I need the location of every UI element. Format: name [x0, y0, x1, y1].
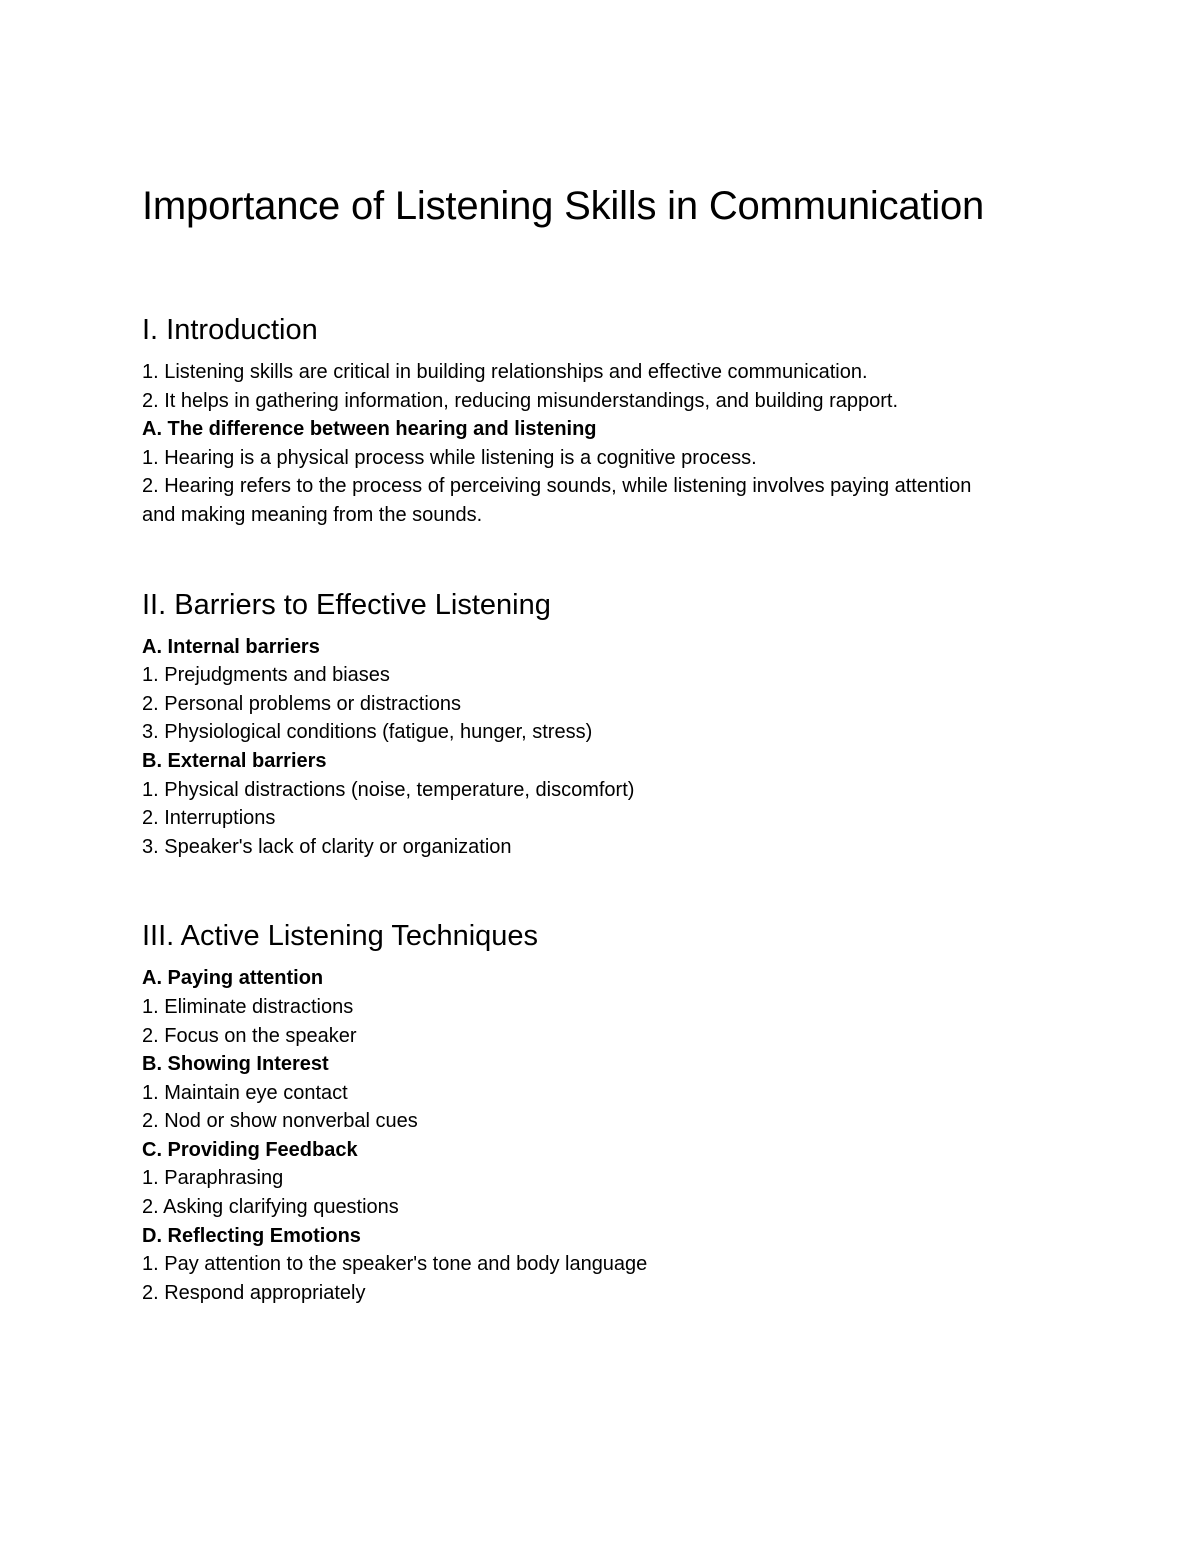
section: [142, 312, 1062, 530]
list-item: 1. Physical distractions (noise, temperature, discomfort): [142, 778, 635, 801]
section: [142, 587, 1062, 862]
list-item: 1. Maintain eye contact: [142, 1081, 348, 1104]
list-item: 1. Pay attention to the speaker's tone and body language: [142, 1253, 648, 1276]
list-item: 1. Hearing is a physical process while listening is a cognitive process.: [142, 446, 757, 469]
subsection-heading: B. Showing Interest: [142, 1053, 329, 1076]
list-item: and making meaning from the sounds.: [142, 503, 483, 526]
section: [142, 918, 1062, 1307]
document-sections: [142, 312, 1062, 1307]
document-title: Importance of Listening Skills in Communication: [142, 184, 985, 228]
list-item: 1. Listening skills are critical in building relationships and effective communication.: [142, 361, 868, 383]
list-item: 2. It helps in gathering information, reducing misunderstandings, and building rapport.: [142, 389, 899, 412]
list-item: 2. Personal problems or distractions: [142, 692, 462, 715]
subsection-heading: D. Reflecting Emotions: [142, 1224, 361, 1247]
subsection-heading: A. Paying attention: [142, 967, 324, 990]
subsection-heading: A. Internal barriers: [142, 635, 320, 658]
list-item: 2. Hearing refers to the process of perceiving sounds, while listening involves paying attention: [142, 475, 972, 498]
list-item: 2. Respond appropriately: [142, 1281, 366, 1304]
document-body: [142, 182, 1062, 1307]
subsection-heading: A. The difference between hearing and listening: [142, 418, 597, 441]
section-heading: II. Barriers to Effective Listening: [142, 588, 551, 621]
list-item: 1. Eliminate distractions: [142, 995, 354, 1018]
list-item: 3. Physiological conditions (fatigue, hunger, stress): [142, 721, 593, 744]
list-item: 1. Prejudgments and biases: [142, 664, 390, 687]
section-heading: III. Active Listening Techniques: [142, 920, 539, 953]
subsection-heading: C. Providing Feedback: [142, 1138, 358, 1161]
list-item: 2. Interruptions: [142, 807, 276, 830]
list-item: 1. Paraphrasing: [142, 1167, 284, 1190]
list-item: 2. Asking clarifying questions: [142, 1196, 399, 1219]
section-heading: I. Introduction: [142, 314, 318, 346]
subsection-heading: B. External barriers: [142, 749, 327, 772]
list-item: 3. Speaker's lack of clarity or organization: [142, 835, 512, 858]
list-item: 2. Nod or show nonverbal cues: [142, 1110, 418, 1133]
list-item: 2. Focus on the speaker: [142, 1024, 357, 1047]
